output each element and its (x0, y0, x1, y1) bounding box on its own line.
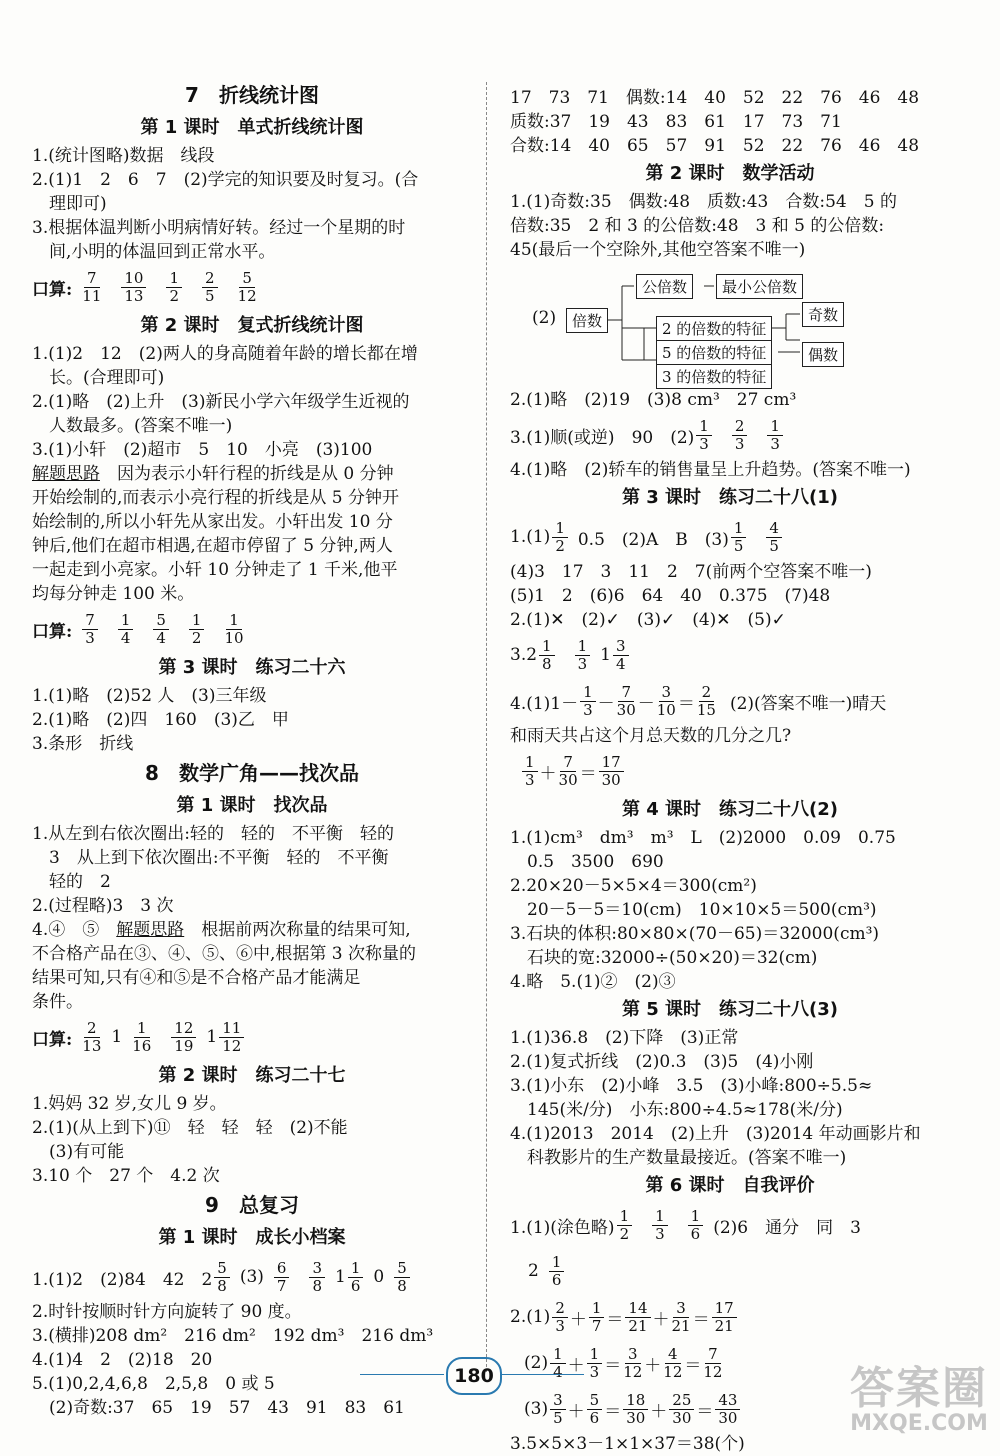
fraction: 43 30 (715, 1392, 740, 1427)
fraction: 1 2 (617, 1208, 633, 1243)
fraction: 11 12 (219, 1020, 244, 1055)
fraction: 3 12 (623, 1344, 643, 1381)
lesson-title: 第 3 课时 练习二十八(1) (621, 487, 839, 508)
column-divider (486, 82, 487, 1372)
left-column (32, 78, 472, 1420)
chapter-title: 9 总复习 (205, 1193, 299, 1217)
fraction: 1 7 (589, 1300, 605, 1335)
mental-math-row: 口算: 2 13 1 1 16 12 19 1 11 12 (32, 1014, 472, 1060)
mental-math-row: 口算: 7 3 1 4 5 4 1 2 1 10 (32, 610, 244, 647)
answer-line: 4.(1)1－ 1 3 － 7 30 － 3 10 ＝ 2 15 (2)(答案不唯一)晴天 (510, 682, 887, 719)
operator: ＋ (567, 1355, 585, 1376)
answer-block: 1.(1)奇数:35 偶数:48 质数:43 合数:54 5 的 倍数:35 2 和 3 的公倍数:48 3 和 5 的公倍数: 45(最后一个空除外,其他空答案不唯一) (510, 192, 897, 260)
equation-label: 2.(1) (510, 1307, 551, 1327)
page-number: 180 (446, 1357, 502, 1395)
fraction: 3 4 (613, 638, 629, 673)
fraction: 2 3 (732, 418, 748, 453)
lesson-title: 第 2 课时 复式折线统计图 (140, 315, 364, 336)
fraction: 1 5 (731, 520, 747, 555)
lesson-title: 第 6 课时 自我评价 (645, 1175, 815, 1196)
fraction: 7 11 (82, 268, 102, 305)
answer-line: 3.(1)顺(或逆) 90 (2) 1 3 2 3 1 3 (510, 412, 950, 458)
operator: ＝ (696, 1401, 714, 1422)
answer-line: 1 3 ＋ 7 30 ＝ 17 30 (510, 748, 950, 794)
lesson-title: 第 1 课时 成长小档案 (158, 1227, 346, 1248)
operator: ＝ (684, 1355, 702, 1376)
fraction: 7 3 (82, 612, 98, 647)
right-column: 17 73 71 偶数:14 40 52 22 76 46 48 质数:37 19 43 83 61 17 73 71 合数:14 40 65 57 91 52 22 76 46 48 第 2 课时 数学活动 1.(1)奇数:35 偶数:48 质数:43 合数:54 5 的 倍数:35 2 和 3 的公倍数:48 3 和 5 的公倍数: 45(最后一个空除外,其他空答案不唯一) (2) 倍数 公倍数 最小公倍数 2 的倍数的特征 5 的倍数的特征 3 的倍数的特征 奇数 偶数 2.(1)略 (2)19 (3)8 cm³ 27 cm³ 3.(1)顺(或逆) 90 (2) 1 3 2 3 1 3 4.(1)略 (2)轿车的销售量呈上升趋势。(答案不唯一) 第 3 课时 练习二十八(1) 1.(1) 1 2 0.5 (2)A B (3) 1 5 4 5 (4)3 17 3 11 2 7(前两个空答案不唯一) (5)1 2 (6)6 64 40 0.375 (7)48 2.(1)✕ (2)✓ (3)✓ (4)✕ (5)✓ 3.2 1 8 1 3 1 3 4 4.(1)1－ 1 3 － 7 30 － 3 10 ＝ 2 15 (2)(答案不唯一)晴天 和雨天共占这个月总天数的几分之几? 1 3 ＋ 7 30 ＝ 17 30 第 4 课时 练习二十八(2) 1.(1)cm³ dm³ m³ L (2)2000 0.09 0.75 0.5 3500 690 2.20×20－5×5×4＝300(cm²) 20－5－5＝10(cm) 10×10×5＝500(cm³) 3.石块的体积:80×80×(70－65)＝32000(cm³) 石块的宽:32000÷(50×20)＝32(cm) 4.略 5.(1)② (2)③ 第 5 课时 练习二十八(3) 1.(1)36.8 (2)下降 (3)正常 2.(1)复式折线 (2)0.3 (3)5 (4)小刚 3.(1)小东 (2)小峰 3.5 (3)小峰:800÷5.5≈ 145(米/分) 小东:800÷4.5≈178(米/分) 4.(1)2013 2014 (2)上升 (3)2014 年动画影片和 科教影片的生产数量最接近。(答案不唯一) 第 6 课时 自我评价 1.(1)(涂色略) 1 2 1 3 1 6 (2)6 通分 同 3 2 1 6 2.(1) 2 3 ＋ 1 7 ＝ 14 21 ＋ 3 21 ＝ 17 21 (2) 1 4 ＋ 1 3 ＝ 3 12 ＋ 4 12 ＝ 7 12 (3) 3 5 ＋ 5 6 ＝ 18 30 ＋ 25 30 ＝ 43 30 3.5×5×3－1×1×37＝38(个) (510, 86, 950, 1456)
fraction: 4 12 (663, 1344, 683, 1381)
fraction: 3 10 (656, 682, 676, 719)
fraction: 1 6 (549, 1254, 565, 1289)
fraction: 1 2 (189, 612, 205, 647)
diagram-node: 2 的倍数的特征 (656, 316, 772, 341)
fraction: 17 30 (599, 754, 624, 789)
answer-block: (4)3 17 3 11 2 7(前两个空答案不唯一) (5)1 2 (6)6 64 40 0.375 (7)48 2.(1)✕ (2)✓ (3)✓ (4)✕ (5)✓ (510, 562, 872, 630)
answer-line: 3.2 1 8 1 3 1 3 4 (510, 632, 950, 678)
fraction: 1 3 (696, 418, 712, 453)
fraction: 2 15 (696, 682, 716, 719)
fraction: 5 8 (214, 1260, 230, 1295)
diagram-node: 倍数 (566, 308, 608, 333)
watermark: 答案圈 MXQE.COM (850, 1363, 988, 1436)
fraction: 17 21 (712, 1300, 737, 1335)
fraction: 14 21 (625, 1300, 650, 1335)
fraction: 3 5 (550, 1392, 566, 1427)
operator: ＝ (606, 1309, 624, 1330)
fraction: 1 6 (348, 1260, 364, 1295)
answer-block: 1.(1)cm³ dm³ m³ L (2)2000 0.09 0.75 0.5 3500 690 2.20×20－5×5×4＝300(cm²) 20－5－5＝10(cm) 10×10×5＝500(cm³) 3.石块的体积:80×80×(70－65)＝32000(cm³) 石块的宽:32000÷(50×20)＝32(cm) 4.略 5.(1)② (2)③ (510, 828, 896, 992)
diagram-node: 3 的倍数的特征 (656, 364, 772, 389)
mental-math-row: 口算: 7 11 10 13 1 2 2 5 5 12 (32, 268, 257, 305)
fraction: 3 21 (671, 1298, 691, 1335)
fraction: 1 4 (550, 1346, 566, 1381)
answer-block: 1.(1)36.8 (2)下降 (3)正常 2.(1)复式折线 (2)0.3 (3)5 (4)小刚 3.(1)小东 (2)小峰 3.5 (3)小峰:800÷5.5≈ 145(米/分) 小东:800÷4.5≈178(米/分) 4.(1)2013 2014 (2)上升 (3)2014 年动画影片和 科教影片的生产数量最接近。(答案不唯一) (510, 1028, 921, 1168)
fraction: 7 30 (616, 682, 636, 719)
fraction: 7 12 (703, 1344, 723, 1381)
fraction: 5 6 (587, 1392, 603, 1427)
fraction: 2 5 (202, 270, 218, 305)
fraction: 1 3 (580, 684, 596, 719)
fraction: 2 13 (82, 1018, 102, 1055)
operator: ＋ (650, 1401, 668, 1422)
fraction: 1 6 (688, 1208, 704, 1243)
fraction: 5 8 (394, 1260, 410, 1295)
fraction: 1 3 (652, 1208, 668, 1243)
fraction: 10 13 (121, 270, 146, 305)
operator: ＋ (644, 1355, 662, 1376)
answer-block: 17 73 71 偶数:14 40 52 22 76 46 48 质数:37 19 43 83 61 17 73 71 合数:14 40 65 57 91 52 22 76 46 48 (510, 88, 920, 156)
lesson-title: 第 3 课时 练习二十六 (158, 657, 346, 678)
lesson-title: 第 5 课时 练习二十八(3) (621, 999, 839, 1020)
solution-hint-label: 解题思路 (116, 920, 185, 940)
answer-block: 1.妈妈 32 岁,女儿 9 岁。 2.(1)(从上到下)⑪ 轻 轻 轻 (2)不能 (3)有可能 3.10 个 27 个 4.2 次 (32, 1094, 348, 1186)
answer-block: 1.(统计图略)数据 线段 2.(1)1 2 6 7 (2)学完的知识要及时复习。(合 理即可) 3.根据体温判断小明病情好转。经过一个星期的时 间,小明的体温回到正常水平。 (32, 146, 419, 262)
fraction: 25 30 (669, 1392, 694, 1427)
fraction: 1 2 (552, 520, 568, 555)
page-number-rule (500, 1374, 584, 1375)
page-number-rule (360, 1374, 444, 1375)
fraction: 4 5 (766, 520, 782, 555)
lesson-title: 第 1 课时 单式折线统计图 (140, 117, 364, 138)
answer-line: 1.(1)(涂色略) 1 2 1 3 1 6 (2)6 通分 同 3 (510, 1206, 861, 1243)
fraction: 1 16 (132, 1018, 152, 1055)
fraction: 1 10 (224, 610, 244, 647)
fraction: 3 8 (309, 1260, 325, 1295)
answer-block: 1.(1)2 12 (2)两人的身高随着年龄的增长都在增 长。(合理即可) 2.(1)略 (2)上升 (3)新民小学六年级学生近视的 人数最多。(答案不唯一) 3.(1)小轩 (2)超市 5 10 小亮 (3)100 解题思路 因为表示小轩行程的折线是从 0 分钟 开始绘制的,而表示小亮行程的折线是从 5 分钟开 始绘制的,所以小轩先从家出发。小轩出发 10 分 钟后,他们在超市相遇,在超市停留了 5 分钟,两人 一起走到小亮家。小轩 10 分钟走了 1 千米,他平 均每分钟走 100 米。 (32, 344, 418, 604)
operator: ＋ (569, 1309, 587, 1330)
diagram-node: 5 的倍数的特征 (656, 340, 772, 365)
diagram-node: 公倍数 (636, 274, 693, 299)
fraction: 1 3 (575, 638, 591, 673)
operator: ＋ (652, 1309, 670, 1330)
equation-label: (2) (524, 1353, 549, 1373)
operator: ＋ (567, 1401, 585, 1422)
fraction: 6 7 (274, 1260, 290, 1295)
solution-hint-label: 解题思路 (32, 464, 100, 484)
equation-label: (3) (524, 1399, 549, 1419)
fraction: 5 4 (153, 612, 169, 647)
lesson-title: 第 2 课时 练习二十七 (158, 1065, 346, 1086)
fraction: 1 3 (522, 754, 538, 789)
fraction: 1 3 (587, 1346, 603, 1381)
chapter-title: 8 数学广角——找次品 (145, 761, 359, 785)
operator: ＝ (604, 1355, 622, 1376)
operator: ＝ (692, 1309, 710, 1330)
fraction: 5 12 (237, 268, 257, 305)
answer-line: 1.(1)2 (2)84 42 2 5 8 (3) 6 7 3 8 1 1 6 0 5 8 (32, 1254, 472, 1300)
fraction: 18 30 (623, 1392, 648, 1427)
fraction: 2 3 (552, 1300, 568, 1335)
equation-row (510, 1294, 950, 1340)
operator: ＝ (604, 1401, 622, 1422)
answer-block: 1.(1)略 (2)52 人 (3)三年级 2.(1)略 (2)四 160 (3)乙 甲 3.条形 折线 (32, 686, 289, 754)
lesson-title: 第 1 课时 找次品 (176, 795, 328, 816)
fraction: 1 8 (539, 638, 555, 673)
fraction: 1 2 (166, 270, 182, 305)
diagram-node: 奇数 (802, 302, 844, 327)
fraction: 1 3 (767, 418, 783, 453)
lesson-title: 第 2 课时 数学活动 (645, 163, 815, 184)
answer-block: 1.从左到右依次圈出:轻的 轻的 不平衡 轻的 3 从上到下依次圈出:不平衡 轻的 不平衡 轻的 2 2.(过程略)3 3 次 4.④ ⑤ 解题思路 根据前两次称量的结果可知, 不合格产品在③、④、⑤、⑥中,根据第 3 次称量的 结果可知,只有④和⑤是不合格产品才能满足 条件。 (32, 824, 417, 1012)
concept-diagram: (2) 倍数 公倍数 最小公倍数 2 的倍数的特征 5 的倍数的特征 3 的倍数的特征 奇数 偶数 (510, 262, 950, 382)
fraction: 12 19 (171, 1020, 196, 1055)
diagram-node: 最小公倍数 (716, 274, 803, 299)
answer-line: 2 1 6 (510, 1248, 950, 1294)
diagram-node: 偶数 (802, 342, 844, 367)
answer-line: 1.(1) 1 2 0.5 (2)A B (3) 1 5 4 5 (510, 514, 950, 560)
chapter-title: 7 折线统计图 (185, 83, 319, 107)
answer-block: 2.时针按顺时针方向旋转了 90 度。 3.(横排)208 dm² 216 dm² 192 dm³ 216 dm³ 4.(1)4 2 (2)18 20 5.(1)0,2,4,6,8 2,5,8 0 或 5 (2)奇数:37 65 19 57 43 91 83 61 (32, 1302, 434, 1418)
fraction: 7 30 (558, 752, 578, 789)
fraction: 1 4 (118, 612, 134, 647)
lesson-title: 第 4 课时 练习二十八(2) (621, 799, 839, 820)
